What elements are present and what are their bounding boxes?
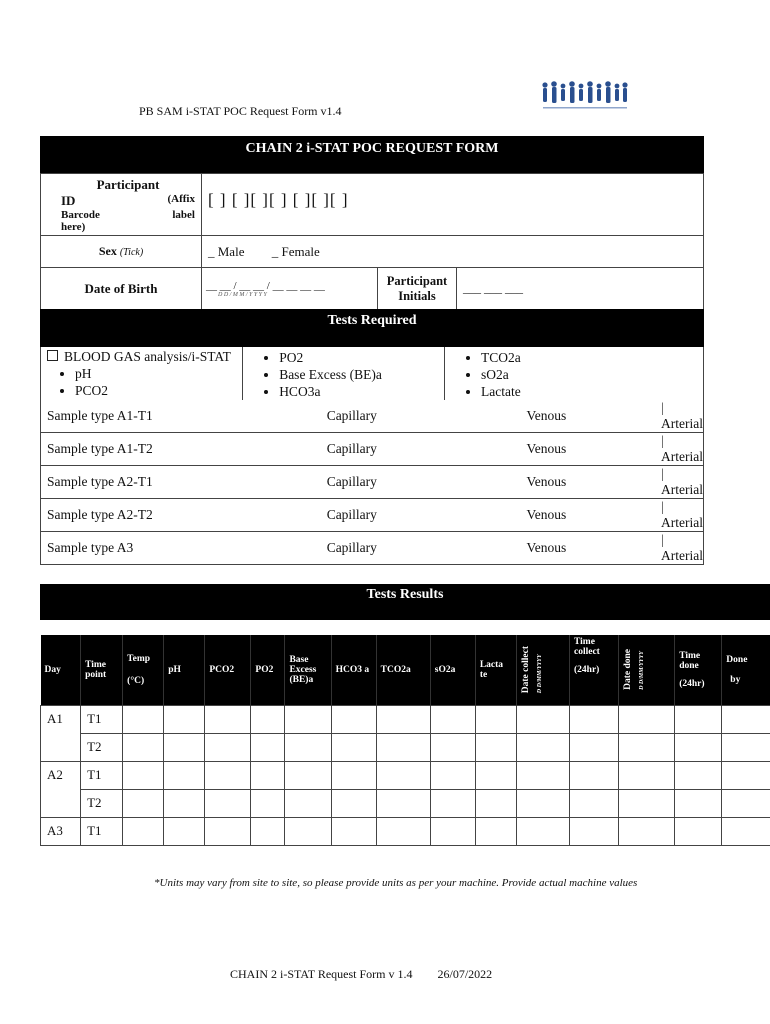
col-done-by-label: Done xyxy=(726,654,748,665)
results-entry-cell[interactable] xyxy=(430,761,475,789)
col-day: Day xyxy=(41,635,81,705)
col-temp-unit: (°C) xyxy=(127,675,145,686)
results-table xyxy=(40,635,770,846)
sample-arterial-option-text: Arterial xyxy=(661,482,703,497)
results-entry-cell[interactable] xyxy=(516,761,569,789)
dob-label: Date of Birth xyxy=(41,268,202,310)
footer-date: 26/07/2022 xyxy=(437,967,493,981)
results-entry-cell[interactable] xyxy=(475,761,516,789)
results-entry-cell[interactable] xyxy=(570,733,619,761)
initials-label-line1: Participant xyxy=(386,273,448,288)
initials-label-cell xyxy=(378,268,457,310)
sample-venous-option[interactable] xyxy=(445,433,661,466)
blood-gas-label: BLOOD GAS analysis/i-STAT xyxy=(64,349,231,364)
col-hco3: HCO3 a xyxy=(331,635,376,705)
dob-format-hint: D D / M M / Y Y Y Y xyxy=(218,291,267,298)
results-entry-cell[interactable] xyxy=(331,817,376,845)
results-entry-cell[interactable] xyxy=(123,817,164,845)
results-timepoint-cell: T2 xyxy=(81,733,123,761)
col-date-collect-label: Date collect xyxy=(520,646,531,694)
tick-box[interactable]: | xyxy=(661,433,664,448)
results-entry-cell[interactable] xyxy=(619,733,675,761)
sample-arterial-option-text: Arterial xyxy=(661,548,703,563)
results-entry-cell[interactable] xyxy=(164,817,205,845)
sex-hint: (Tick) xyxy=(119,247,144,258)
sample-type-label-text: Sample type A2-T1 xyxy=(47,474,153,489)
sample-type-label-text: Sample type A2-T2 xyxy=(47,507,153,522)
col-so2: sO2a xyxy=(430,635,475,705)
results-entry-cell[interactable] xyxy=(331,733,376,761)
results-entry-cell[interactable] xyxy=(331,705,376,733)
sample-capillary-option[interactable] xyxy=(243,466,445,499)
results-entry-cell[interactable] xyxy=(205,761,251,789)
sample-capillary-option-text: Capillary xyxy=(326,474,377,489)
col-temp-label: Temp xyxy=(127,653,151,664)
results-entry-cell[interactable] xyxy=(285,817,331,845)
tests-required-table xyxy=(40,347,704,565)
tests-results-bar: Tests Results xyxy=(40,584,770,620)
results-entry-cell[interactable] xyxy=(516,789,569,817)
sample-capillary-option-text: Capillary xyxy=(326,507,377,522)
participant-table xyxy=(40,173,704,310)
col-time-done xyxy=(675,635,722,705)
col-done-by xyxy=(722,635,770,705)
sample-type-label-text: Sample type A1-T1 xyxy=(47,408,153,423)
sample-capillary-option[interactable] xyxy=(243,532,445,565)
col-time-collect-unit: (24hr) xyxy=(574,665,600,675)
sample-arterial-option-text: Arterial xyxy=(661,449,703,464)
test-item-po2: • PO2 xyxy=(279,349,444,366)
results-entry-cell[interactable] xyxy=(251,761,285,789)
sex-female-checkbox[interactable]: _ xyxy=(271,243,279,259)
tick-box[interactable]: | xyxy=(661,499,664,514)
results-entry-cell[interactable] xyxy=(619,761,675,789)
results-entry-cell[interactable] xyxy=(570,705,619,733)
sample-venous-option[interactable] xyxy=(445,466,661,499)
participant-id-label-line3: (Affix xyxy=(167,192,195,205)
sample-type-label xyxy=(41,532,243,565)
results-entry-cell[interactable] xyxy=(164,705,205,733)
results-entry-cell[interactable] xyxy=(675,761,722,789)
tests-required-bar: Tests Required xyxy=(40,309,704,347)
sample-capillary-option[interactable] xyxy=(243,433,445,466)
results-entry-cell[interactable] xyxy=(164,761,205,789)
results-timepoint-cell: T1 xyxy=(81,817,123,845)
sample-capillary-option-text: Capillary xyxy=(326,408,377,423)
sample-type-row xyxy=(41,433,704,466)
tick-box[interactable]: | xyxy=(661,532,664,547)
results-timepoint-cell: T1 xyxy=(81,761,123,789)
sample-type-row xyxy=(41,466,704,499)
sample-venous-option-text: Venous xyxy=(526,507,567,522)
col-date-done xyxy=(619,635,675,705)
col-ph: pH xyxy=(164,635,205,705)
sex-male-checkbox[interactable]: _ xyxy=(208,243,215,259)
results-entry-cell[interactable] xyxy=(376,733,430,761)
col-time-done-label: Time done xyxy=(679,650,701,671)
results-entry-cell[interactable] xyxy=(570,761,619,789)
results-entry-cell[interactable] xyxy=(675,789,722,817)
results-entry-cell[interactable] xyxy=(251,817,285,845)
test-item-pco2: • PCO2 xyxy=(75,382,236,399)
results-entry-cell[interactable] xyxy=(285,789,331,817)
blood-gas-checkbox[interactable] xyxy=(47,350,58,361)
sample-arterial-option-text: Arterial xyxy=(661,515,703,530)
results-entry-cell[interactable] xyxy=(675,733,722,761)
col-base-excess: Base Excess (BE)a xyxy=(285,635,331,705)
results-entry-cell[interactable] xyxy=(164,789,205,817)
initials-value: ___ ___ ___ xyxy=(463,281,523,295)
results-entry-cell[interactable] xyxy=(123,789,164,817)
col-po2: PO2 xyxy=(251,635,285,705)
sample-type-row xyxy=(41,400,704,433)
tick-box[interactable]: | xyxy=(661,466,664,481)
sample-arterial-option[interactable] xyxy=(661,532,703,565)
results-entry-cell[interactable] xyxy=(475,705,516,733)
results-entry-cell[interactable] xyxy=(722,817,770,845)
results-entry-cell[interactable] xyxy=(123,705,164,733)
col-date-collect xyxy=(516,635,569,705)
results-entry-cell[interactable] xyxy=(430,789,475,817)
results-entry-cell[interactable] xyxy=(164,733,205,761)
sample-arterial-option-text: Arterial xyxy=(661,416,703,431)
results-entry-cell[interactable] xyxy=(376,817,430,845)
sample-type-row xyxy=(41,499,704,532)
document-footer xyxy=(230,967,492,982)
participant-id-label-line2: ID xyxy=(61,192,76,208)
results-entry-cell[interactable] xyxy=(722,733,770,761)
results-row xyxy=(41,705,770,733)
form-title-bar: CHAIN 2 i-STAT POC REQUEST FORM xyxy=(40,136,704,174)
col-pco2: PCO2 xyxy=(205,635,251,705)
results-entry-cell[interactable] xyxy=(430,733,475,761)
results-entry-cell[interactable] xyxy=(376,761,430,789)
dob-value: __ __ / __ __ / __ __ __ __ xyxy=(206,279,325,292)
sample-arterial-option[interactable] xyxy=(661,433,703,466)
results-entry-cell[interactable] xyxy=(675,705,722,733)
sample-type-label xyxy=(41,499,243,532)
test-item-tco2: • TCO2a xyxy=(481,349,703,366)
col-time-collect-label: Time collect xyxy=(574,637,600,657)
organization-logo xyxy=(540,80,630,112)
sample-venous-option-text: Venous xyxy=(526,441,567,456)
participant-id-label xyxy=(41,174,202,236)
participant-id-label-line1: Participant xyxy=(96,176,160,192)
results-day-cell: A2 xyxy=(41,761,81,789)
results-entry-cell[interactable] xyxy=(475,789,516,817)
sample-capillary-option[interactable] xyxy=(243,400,445,433)
results-entry-cell[interactable] xyxy=(570,817,619,845)
initials-label-line2: Initials xyxy=(398,288,436,303)
sample-arterial-option[interactable] xyxy=(661,466,703,499)
sample-venous-option-text: Venous xyxy=(526,408,567,423)
results-entry-cell[interactable] xyxy=(123,733,164,761)
results-entry-cell[interactable] xyxy=(376,789,430,817)
sample-arterial-option[interactable] xyxy=(661,499,703,532)
results-entry-cell[interactable] xyxy=(570,789,619,817)
results-entry-cell[interactable] xyxy=(205,705,251,733)
initials-field[interactable] xyxy=(457,268,704,310)
participant-id-label-line5: label xyxy=(172,208,195,221)
col-lactate: Lacta te xyxy=(475,635,516,705)
results-row xyxy=(41,761,770,789)
results-entry-cell[interactable] xyxy=(205,789,251,817)
results-entry-cell[interactable] xyxy=(722,705,770,733)
units-note: *Units may vary from site to site, so please provide units as per your machine. Provide actual machine values xyxy=(154,877,638,889)
sample-venous-option[interactable] xyxy=(445,499,661,532)
sample-type-label-text: Sample type A3 xyxy=(47,540,134,555)
test-item-base-excess: • Base Excess (BE)a xyxy=(279,366,444,383)
results-entry-cell[interactable] xyxy=(722,789,770,817)
sample-venous-option-text: Venous xyxy=(526,540,567,555)
tests-col3-cell xyxy=(445,347,704,400)
sample-arterial-option[interactable] xyxy=(661,400,703,433)
test-item-hco3: • HCO3a xyxy=(279,383,444,400)
footer-form-name: CHAIN 2 i-STAT Request Form v 1.4 xyxy=(230,967,413,981)
blood-gas-cell xyxy=(41,347,243,400)
results-entry-cell[interactable] xyxy=(722,761,770,789)
results-entry-cell[interactable] xyxy=(205,733,251,761)
results-entry-cell[interactable] xyxy=(516,733,569,761)
results-entry-cell[interactable] xyxy=(430,817,475,845)
blood-gas-list-3 xyxy=(453,349,703,400)
results-entry-cell[interactable] xyxy=(331,789,376,817)
tick-box[interactable]: | xyxy=(661,400,664,415)
sample-venous-option[interactable] xyxy=(445,532,661,565)
results-entry-cell[interactable] xyxy=(205,817,251,845)
sample-capillary-option-text: Capillary xyxy=(326,540,377,555)
results-entry-cell[interactable] xyxy=(619,705,675,733)
results-entry-cell[interactable] xyxy=(475,733,516,761)
test-item-ph: • pH xyxy=(75,365,236,382)
results-day-cell: A1 xyxy=(41,705,81,733)
sample-type-row xyxy=(41,532,704,565)
participant-id-label-line4: Barcode xyxy=(61,208,100,221)
col-time-point: Time point xyxy=(81,635,123,705)
test-item-lactate: • Lactate xyxy=(481,383,703,400)
participant-id-label-line6: here) xyxy=(61,220,86,233)
sample-type-label xyxy=(41,433,243,466)
blood-gas-list-2 xyxy=(251,349,444,400)
results-day-cell: A3 xyxy=(41,817,81,845)
test-item-so2: • sO2a xyxy=(481,366,703,383)
results-entry-cell[interactable] xyxy=(285,761,331,789)
results-timepoint-cell: T2 xyxy=(81,789,123,817)
results-day-cell xyxy=(41,789,81,817)
col-time-collect xyxy=(570,635,619,705)
sex-options xyxy=(202,236,704,268)
tests-col2-cell xyxy=(243,347,445,400)
results-entry-cell[interactable] xyxy=(251,789,285,817)
results-entry-cell[interactable] xyxy=(675,817,722,845)
results-entry-cell[interactable] xyxy=(331,761,376,789)
sample-capillary-option-text: Capillary xyxy=(326,441,377,456)
results-row xyxy=(41,817,770,845)
results-entry-cell[interactable] xyxy=(516,705,569,733)
results-entry-cell[interactable] xyxy=(376,705,430,733)
results-entry-cell[interactable] xyxy=(430,705,475,733)
col-date-collect-format: D D/MM/YYYY xyxy=(536,654,543,694)
blood-gas-list-1 xyxy=(47,365,236,399)
document-header-title: PB SAM i-STAT POC Request Form v1.4 xyxy=(139,104,342,118)
results-entry-cell[interactable] xyxy=(285,705,331,733)
results-entry-cell[interactable] xyxy=(516,817,569,845)
results-entry-cell[interactable] xyxy=(619,789,675,817)
col-time-done-unit: (24hr) xyxy=(679,678,705,689)
sample-type-label xyxy=(41,400,243,433)
sample-type-label-text: Sample type A1-T2 xyxy=(47,441,153,456)
col-temp xyxy=(123,635,164,705)
results-entry-cell[interactable] xyxy=(475,817,516,845)
results-entry-cell[interactable] xyxy=(251,705,285,733)
results-entry-cell[interactable] xyxy=(619,817,675,845)
sample-venous-option[interactable] xyxy=(445,400,661,433)
sex-male-label: Male xyxy=(217,243,245,259)
results-entry-cell[interactable] xyxy=(251,733,285,761)
col-date-done-format: D D/MM/YYYY xyxy=(639,651,646,691)
results-row xyxy=(41,733,770,761)
results-day-cell xyxy=(41,733,81,761)
col-date-done-label: Date done xyxy=(623,649,634,691)
sex-female-label: Female xyxy=(281,243,320,259)
sample-venous-option-text: Venous xyxy=(526,474,567,489)
dob-field[interactable] xyxy=(202,268,378,310)
participant-id-value: [ ] [ ][ ][ ] [ ][ ][ ] xyxy=(208,190,349,209)
sex-label-cell xyxy=(41,236,202,268)
col-done-by-label2: by xyxy=(730,674,741,685)
participant-id-field[interactable] xyxy=(202,174,704,236)
sex-label: Sex xyxy=(98,244,117,258)
results-entry-cell[interactable] xyxy=(123,761,164,789)
col-tco2: TCO2a xyxy=(376,635,430,705)
results-timepoint-cell: T1 xyxy=(81,705,123,733)
results-entry-cell[interactable] xyxy=(285,733,331,761)
sample-type-label xyxy=(41,466,243,499)
results-row xyxy=(41,789,770,817)
sample-capillary-option[interactable] xyxy=(243,499,445,532)
